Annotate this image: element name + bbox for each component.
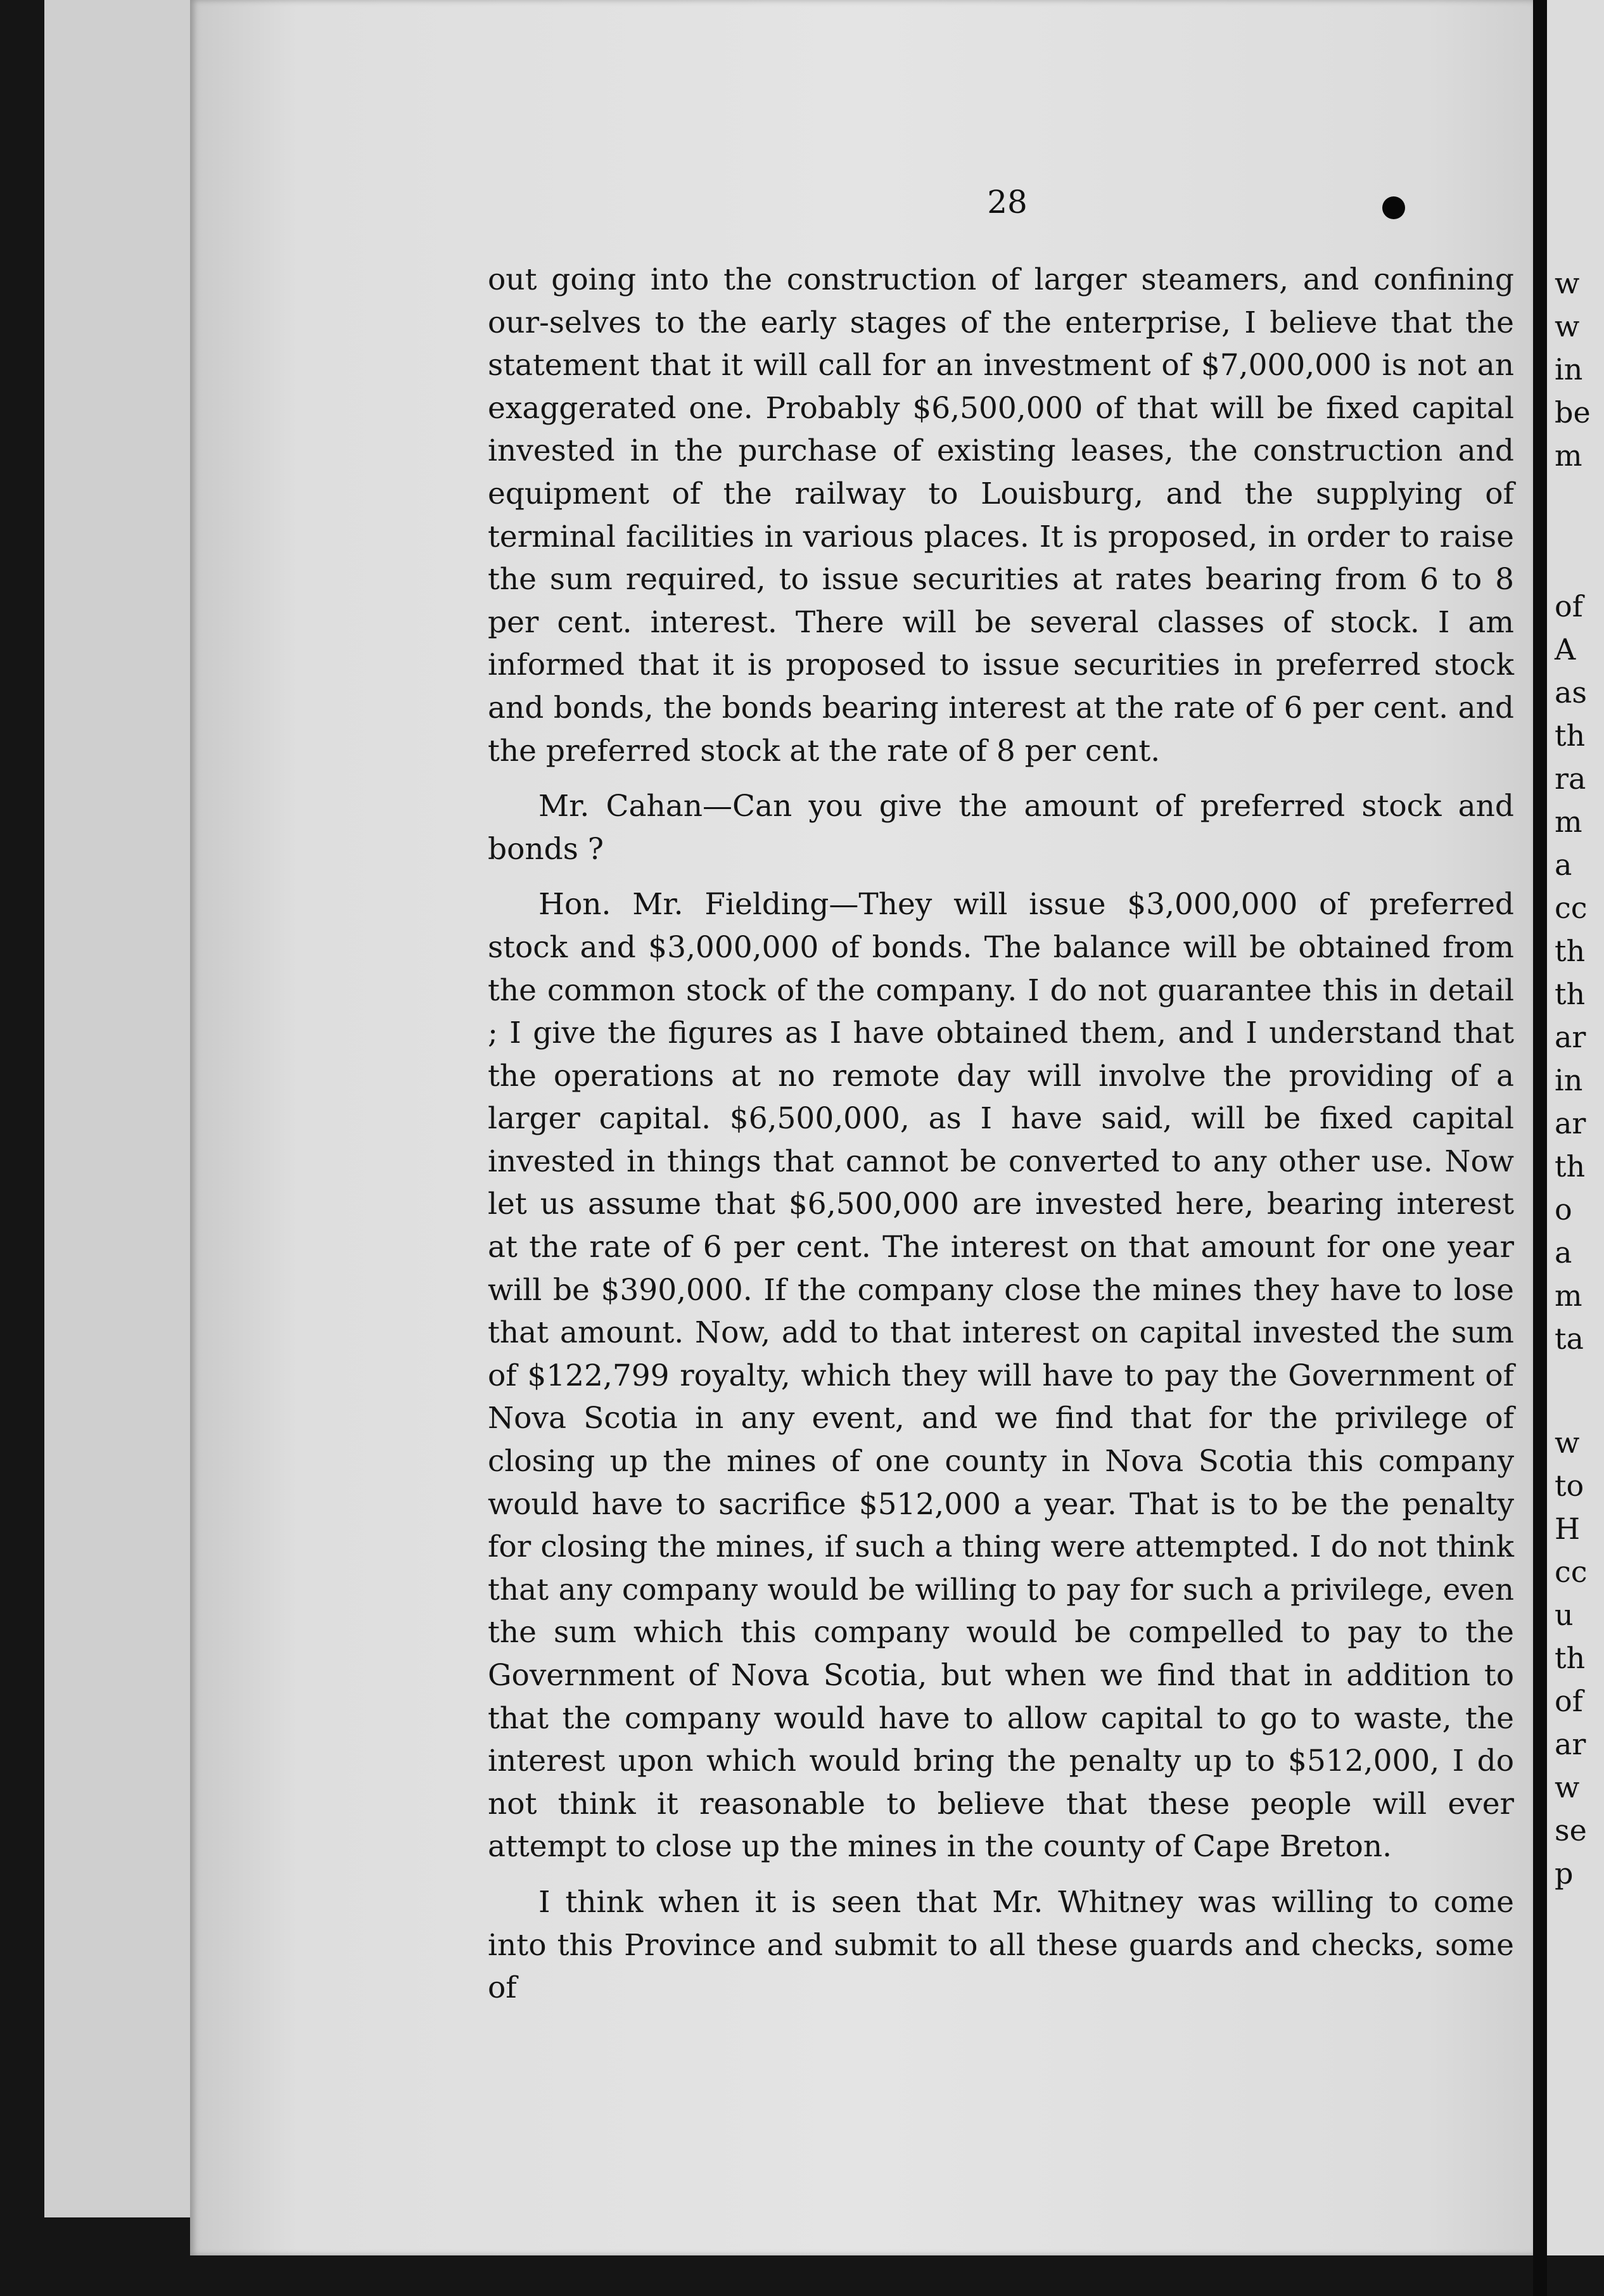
facing-page-word-fragment: th xyxy=(1555,934,1586,968)
facing-page-word-fragment: be xyxy=(1555,395,1591,430)
facing-page-word-fragment: a xyxy=(1555,1235,1572,1270)
facing-page-word-fragment: w xyxy=(1555,309,1580,343)
paragraph-intro: out going into the construction of larger steamers, and confining our-selves to the early stages of the enterprise, I believe that the statement that it will call for an investment of $7,000,000 is not an exaggerated one. Probably $6,500,000 of that will be fixed capital invested in the purchase of existing leases, the construction and equipment of the railway to Louisburg, and the supplying of terminal facilities in various places. It is proposed, in order to raise the sum required, to issue securities at rates bearing from 6 to 8 per cent. interest. There will be several classes of stock. I am informed that it is proposed to issue securities in preferred stock and bonds, the bonds bearing interest at the rate of 6 per cent. and the preferred stock at the rate of 8 per cent. xyxy=(488,262,1514,769)
page-body-text xyxy=(488,258,1514,2010)
facing-page-word-fragment: th xyxy=(1555,977,1586,1011)
facing-page-word-fragment: cc xyxy=(1555,1555,1588,1589)
facing-page-word-fragment: m xyxy=(1555,1279,1582,1313)
facing-page-word-fragment: A xyxy=(1555,632,1576,666)
facing-page-word-fragment: a xyxy=(1555,848,1572,882)
paragraph-cahan-question: Mr. Cahan—Can you give the amount of preferred stock and bonds ? xyxy=(488,789,1514,867)
facing-page-word-fragment: p xyxy=(1555,1856,1574,1891)
facing-page-word-fragment: to xyxy=(1555,1469,1584,1503)
facing-page-word-fragment: of xyxy=(1555,1684,1583,1718)
facing-page-word-fragment: m xyxy=(1555,438,1582,473)
facing-page-word-fragment: in xyxy=(1555,1063,1583,1097)
facing-page-word-fragment: th xyxy=(1555,718,1586,753)
facing-page-word-fragment: ar xyxy=(1555,1020,1586,1054)
facing-page-word-fragment: o xyxy=(1555,1192,1572,1227)
facing-page-word-fragment: w xyxy=(1555,1770,1580,1804)
ink-blot-mark xyxy=(1382,196,1405,219)
facing-page-word-fragment: w xyxy=(1555,266,1580,300)
facing-page-word-fragment: m xyxy=(1555,805,1582,839)
facing-page-word-fragment: of xyxy=(1555,589,1583,623)
facing-page-word-fragment: u xyxy=(1555,1598,1574,1632)
page-number: 28 xyxy=(987,184,1028,220)
paragraph-whitney: I think when it is seen that Mr. Whitney was willing to come into this Province and submit to all these guards and checks, some of xyxy=(488,1884,1514,2006)
facing-page-word-fragment: ar xyxy=(1555,1727,1586,1761)
facing-page-word-fragment: ar xyxy=(1555,1106,1586,1140)
book-gutter xyxy=(1533,0,1547,2296)
facing-page-word-fragment: ta xyxy=(1555,1322,1584,1356)
page-edge xyxy=(172,0,192,2217)
facing-page-word-fragment: w xyxy=(1555,1425,1580,1460)
facing-page-word-fragment: in xyxy=(1555,352,1583,386)
paragraph-fielding-answer: Hon. Mr. Fielding—They will issue $3,000,000 of preferred stock and $3,000,000 of bonds. The balance will be obtained from the common stock of the company. I do not guarantee this in detail ; I give the figures as I have obtained them, and I understand that the operations at no remote day will involve the providing of a larger capital. $6,500,000, as I have said, will be fixed capital invested in things that cannot be converted to any other use. Now let us assume that $6,500,000 are invested here, bearing interest at the rate of 6 per cent. The interest on that amount for one year will be $390,000. If the company close the mines they have to lose that amount. Now, add to that interest on capital invested the sum of $122,799 royalty, which they will have to pay the Government of Nova Scotia in any event, and we find that for the privilege of closing up the mines of one county in Nova Scotia this company would have to sacrifice $512,000 a year. That is to be the penalty for closing the mines, if such a thing were attempted. I do not think that any company would be willing to pay for such a privilege, even the sum which this company would be compelled to pay to the Government of Nova Scotia, but when we find that in addition to that the company would have to allow capital to go to waste, the interest upon which would bring the penalty up to $512,000, I do not think it reasonable to believe that these people will ever attempt to close up the mines in the county of Cape Breton. xyxy=(488,887,1514,1865)
facing-page-word-fragment: th xyxy=(1555,1149,1586,1183)
facing-page-word-fragment: cc xyxy=(1555,891,1588,925)
facing-page-word-fragment: ra xyxy=(1555,762,1586,796)
facing-page-word-fragment: th xyxy=(1555,1641,1586,1675)
facing-page-word-fragment: se xyxy=(1555,1813,1587,1847)
facing-page-word-fragment: H xyxy=(1555,1512,1581,1546)
facing-page-word-fragment: as xyxy=(1555,675,1588,710)
stacked-page-edges xyxy=(0,0,203,2296)
